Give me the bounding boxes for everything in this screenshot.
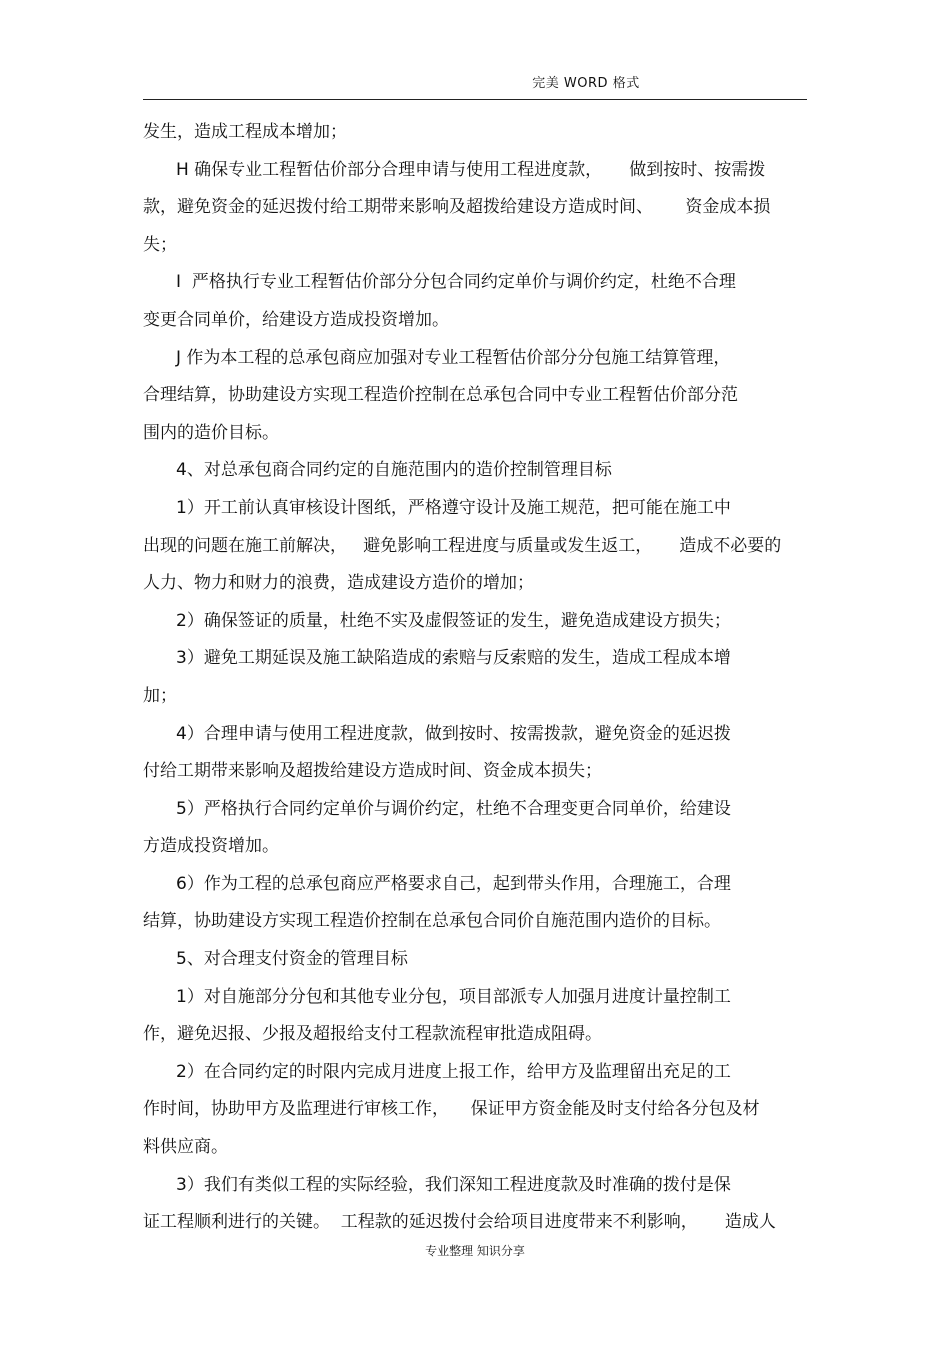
text-line: 1）对自施部分分包和其他专业分包，项目部派专人加强月进度计量控制工 [176,986,731,1007]
text-line: 发生，造成工程成本增加； [143,122,347,142]
text-line: 4、对总承包商合同约定的自施范围内的造价控制管理目标 [176,460,612,481]
text-line: 证工程顺利进行的关键。 工程款的延迟拨付会给项目进度带来不利影响， 造成人 [143,1212,776,1233]
text-line: 失； [143,234,177,255]
text-line: 方造成投资增加。 [143,836,279,857]
text-line: 2）在合同约定的时限内完成月进度上报工作，给甲方及监理留出充足的工 [176,1061,731,1082]
header-text: 完美 WORD 格式 [532,76,640,91]
text-line: 合理结算，协助建设方实现工程造价控制在总承包合同中专业工程暂估价部分范 [143,385,738,406]
text-line: 5、对合理支付资金的管理目标 [176,949,408,970]
text-line: 3）避免工期延误及施工缺陷造成的索赔与反索赔的发生，造成工程成本增 [176,648,731,669]
text-line: 围内的造价目标。 [143,422,279,443]
text-line: 1）开工前认真审核设计图纸，严格遵守设计及施工规范，把可能在施工中 [176,497,731,518]
text-line: 作时间，协助甲方及监理进行审核工作， 保证甲方资金能及时支付给各分包及材 [143,1099,760,1120]
footer-text: 专业整理 知识分享 [425,1244,525,1258]
text-line: 款，避免资金的延迟拨付给工期带来影响及超拨给建设方造成时间、 资金成本损 [143,197,771,218]
text-line: 5）严格执行合同约定单价与调价约定，杜绝不合理变更合同单价，给建设 [176,798,731,819]
text-line: H 确保专业工程暂估价部分合理申请与使用工程进度款， 做到按时、按需拨 [176,159,766,180]
text-line: 人力、物力和财力的浪费，造成建设方造价的增加； [143,573,534,594]
text-line: 2）确保签证的质量，杜绝不实及虚假签证的发生，避免造成建设方损失； [176,610,731,631]
text-line: 结算，协助建设方实现工程造价控制在总承包合同价自施范围内造价的目标。 [143,911,721,932]
page-header [0,72,950,91]
text-line: J 作为本工程的总承包商应加强对专业工程暂估价部分分包施工结算管理， [176,347,731,368]
document-body [143,114,813,1242]
text-line: 作，避免迟报、少报及超报给支付工程款流程审批造成阻碍。 [143,1024,602,1045]
text-line: 加； [143,685,177,706]
text-line: 出现的问题在施工前解决， 避免影响工程进度与质量或发生返工， 造成不必要的 [143,535,782,556]
page-footer [0,1242,950,1259]
text-line: 4）合理申请与使用工程进度款，做到按时、按需拨款，避免资金的延迟拨 [176,723,731,744]
header-divider [143,99,807,100]
text-line: I 严格执行专业工程暂估价部分分包合同约定单价与调价约定，杜绝不合理 [176,272,736,293]
text-line: 3）我们有类似工程的实际经验，我们深知工程进度款及时准确的拨付是保 [176,1174,731,1195]
text-line: 料供应商。 [143,1137,228,1158]
text-line: 付给工期带来影响及超拨给建设方造成时间、资金成本损失； [143,761,602,782]
text-line: 6）作为工程的总承包商应严格要求自己，起到带头作用，合理施工，合理 [176,873,731,894]
text-line: 变更合同单价，给建设方造成投资增加。 [143,309,449,330]
